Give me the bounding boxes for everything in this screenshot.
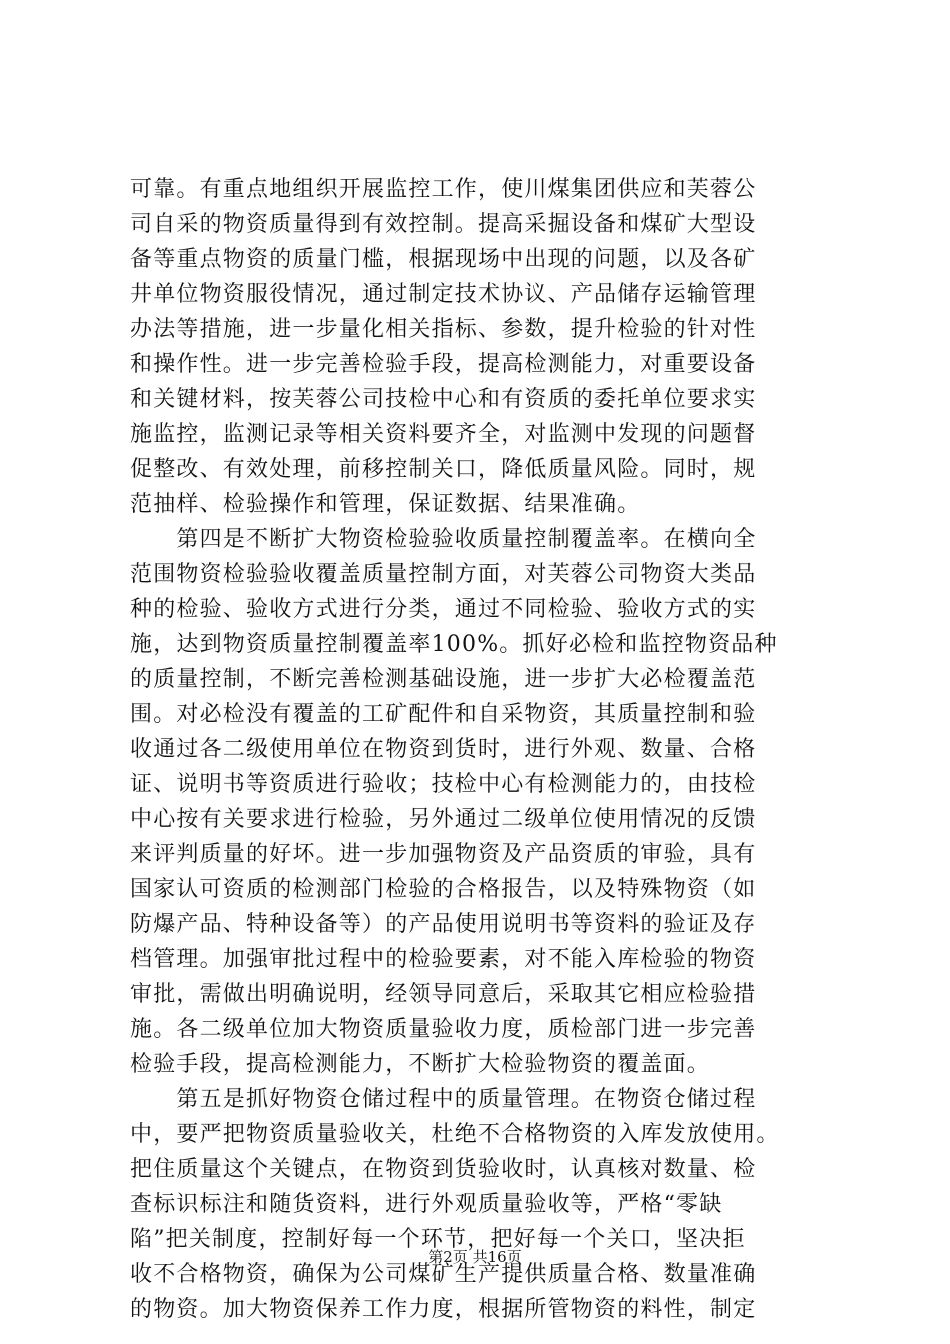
text-line: 来评判质量的好坏。进一步加强物资及产品资质的审验，具有: [130, 842, 757, 867]
text-line: 检验手段，提高检测能力，不断扩大检验物资的覆盖面。: [130, 1052, 711, 1077]
text-line: 围。对必检没有覆盖的工矿配件和自采物资，其质量控制和验: [130, 702, 757, 727]
body-text: [130, 172, 830, 1327]
text-line: 办法等措施，进一步量化相关指标、参数，提升检验的针对性: [130, 317, 757, 342]
paragraph-start-line: 第四是不断扩大物资检验验收质量控制覆盖率。在横向全: [130, 527, 757, 552]
text-line: 可靠。有重点地组织开展监控工作，使川煤集团供应和芙蓉公: [130, 177, 757, 202]
text-line: 促整改、有效处理，前移控制关口，降低质量风险。同时，规: [130, 457, 757, 482]
text-line: 把住质量这个关键点，在物资到货验收时，认真核对数量、检: [130, 1157, 757, 1182]
text-line: 中心按有关要求进行检验，另外通过二级单位使用情况的反馈: [130, 807, 757, 832]
text-line: 范围物资检验验收覆盖质量控制方面，对芙蓉公司物资大类品: [130, 562, 757, 587]
text-line: 种的检验、验收方式进行分类，通过不同检验、验收方式的实: [130, 597, 757, 622]
text-line: 和关键材料，按芙蓉公司技检中心和有资质的委托单位要求实: [130, 387, 757, 412]
text-line: 的质量控制，不断完善检测基础设施，进一步扩大必检覆盖范: [130, 667, 757, 692]
text-line: 中，要严把物资质量验收关，杜绝不合格物资的入库发放使用。: [130, 1122, 780, 1147]
text-line: 施监控，监测记录等相关资料要齐全，对监测中发现的问题督: [130, 422, 757, 447]
page-number-footer: 第2页 共16页: [428, 1248, 522, 1266]
text-line: 施，达到物资质量控制覆盖率100%。抓好必检和监控物资品种: [130, 632, 778, 657]
text-line: 档管理。加强审批过程中的检验要素，对不能入库检验的物资: [130, 947, 757, 972]
paragraph-start-line: 第五是抓好物资仓储过程中的质量管理。在物资仓储过程: [130, 1087, 757, 1112]
text-line: 查标识标注和随货资料，进行外观质量验收等，严格“零缺: [130, 1192, 723, 1217]
text-line: 防爆产品、特种设备等）的产品使用说明书等资料的验证及存: [130, 912, 757, 937]
text-line: 备等重点物资的质量门槛，根据现场中出现的问题，以及各矿: [130, 247, 757, 272]
text-line: 井单位物资服役情况，通过制定技术协议、产品储存运输管理: [130, 282, 757, 307]
text-line: 施。各二级单位加大物资质量验收力度，质检部门进一步完善: [130, 1017, 757, 1042]
text-line: 陷”把关制度，控制好每一个环节，把好每一个关口，坚决拒: [130, 1227, 746, 1252]
text-line: 司自采的物资质量得到有效控制。提高采掘设备和煤矿大型设: [130, 212, 757, 237]
text-line: 收通过各二级使用单位在物资到货时，进行外观、数量、合格: [130, 737, 757, 762]
text-line: 审批，需做出明确说明，经领导同意后，采取其它相应检验措: [130, 982, 757, 1007]
text-line: 范抽样、检验操作和管理，保证数据、结果准确。: [130, 492, 641, 517]
text-line: 收不合格物资，确保为公司煤矿生产提供质量合格、数量准确: [130, 1262, 757, 1287]
text-line: 的物资。加大物资保养工作力度，根据所管物资的料性，制定: [130, 1297, 757, 1322]
text-line: 国家认可资质的检测部门检验的合格报告，以及特殊物资（如: [130, 877, 757, 902]
text-line: 和操作性。进一步完善检验手段，提高检测能力，对重要设备: [130, 352, 757, 377]
text-line: 证、说明书等资质进行验收；技检中心有检测能力的，由技检: [130, 772, 757, 797]
